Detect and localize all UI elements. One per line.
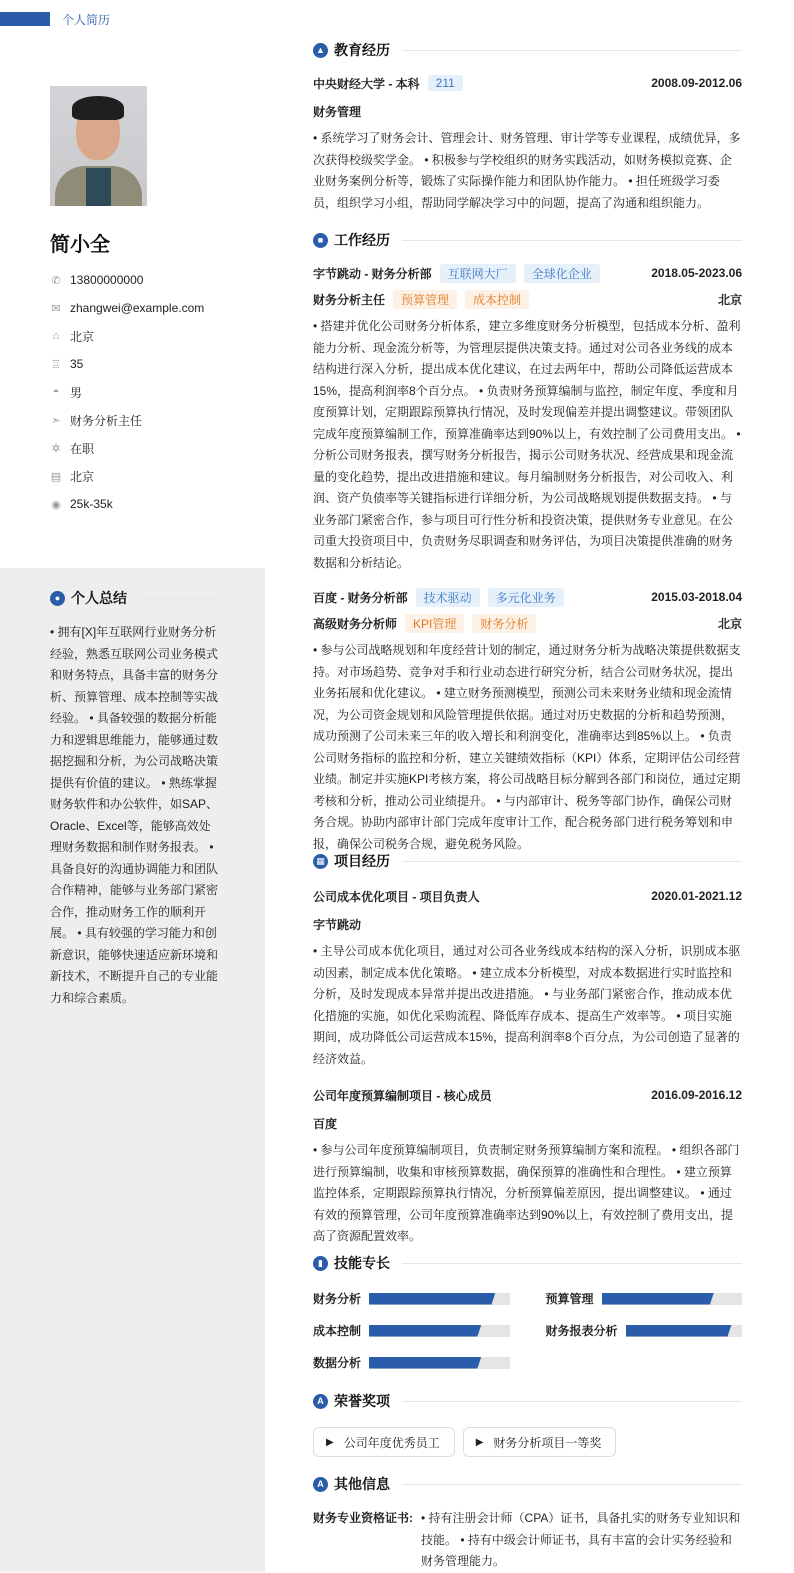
section-title: 技能专长 (334, 1255, 390, 1271)
company: 百度 - 财务分析部 (313, 590, 408, 605)
candidate-name: 简小全 (50, 234, 110, 256)
other-section (313, 1474, 742, 1573)
company-tag: 多元化业务 (488, 588, 564, 607)
chart-icon: ▮ (313, 1256, 328, 1271)
project-org: 百度 (313, 1116, 338, 1131)
job-city: 北京 (717, 292, 742, 307)
other-key: 财务专业资格证书: (313, 1511, 413, 1525)
info-row (50, 434, 204, 462)
school-tag: 211 (428, 75, 463, 91)
summary-text: • 拥有[X]年互联网行业财务分析经验，熟悉互联网公司业务模式和财务特点，具备丰富的财务分析、预算管理、成本控制等实战经验。 • 具备较强的数据分析能力和逻辑思维能力，能够通过数据挖掘和分析，为公司战略决策提供有价值的建议。 • 熟练掌握财务软件和办公软件，如SAP、Oracle、Excel等，能够高效处理财务数据和制作财务报表。 • 具备良好的沟通协调能力和团队合作精神，能够与业务部门紧密合作，推动财务工作的顺利开展。 • 具有较强的学习能力和创新意识，能够快速适应新环境和新技术，不断提升自己的专业能力和综合素质。 (50, 625, 219, 1005)
skills-grid (313, 1289, 742, 1372)
info-value: 男 (70, 385, 83, 400)
project-date: 2020.01-2021.12 (651, 889, 742, 903)
edu-date: 2008.09-2012.06 (651, 76, 742, 90)
home-icon: ⌂ (52, 330, 60, 342)
divider (402, 1484, 742, 1485)
phone-icon: ✆ (51, 274, 61, 287)
mail-icon: ✉ (51, 302, 61, 315)
project-description: • 主导公司成本优化项目，通过对公司各业务线成本结构的深入分析，识别成本驱动因素，制定成本优化策略。 • 建立成本分析模型，对成本数据进行实时监控和分析，及时发现成本异常并提出改进措施。 • 与业务部门紧密合作，推动成本优化措施的实施，如优化采购流程、降低库存成本、提高生产效率等。 • 项目实施期间，成功降低公司运营成本15%，提高利润率8个百分点，为公司创造了显著的经济效益。 (313, 944, 741, 1066)
info-value: 13800000000 (70, 273, 144, 287)
job-role: 高级财务分析师 (313, 616, 398, 631)
info-value: 北京 (70, 329, 95, 344)
award-item (313, 1427, 455, 1457)
summary-section (50, 588, 220, 1009)
school-name: 中央财经大学 - 本科 (313, 76, 420, 91)
contact-info (50, 266, 204, 518)
skill-tag: 预算管理 (393, 290, 457, 309)
send-icon: ➣ (51, 414, 61, 427)
info-row (50, 462, 204, 490)
job-description: • 参与公司战略规划和年度经营计划的制定，通过财务分析为战略决策提供数据支持。对市场趋势、竞争对手和行业动态进行研究分析，结合公司财务状况，提出业务拓展和优化建议。 • 建立财务预测模型，预测公司未来财务业绩和现金流情况，为公司资金规划和风险管理提供依据。通过对历史数据的分析和趋势预测，成功预测了公司未来三年的收入增长和利润变化，准确率达到85%以上。 • 负责公司财务指标的监控和分析，建立关键绩效指标（KPI）体系，定期评估公司经营业绩。制定并实施KPI考核方案，将公司战略目标分解到各部门和岗位，通过定期考核和分析，推动公司业绩提升。 • 与内部审计、税务等部门协作，确保公司财务合规。协助内部审计部门完成年度审计工作，配合税务部门进行税务筹划和申报，确保公司税务合规，避免税务风险。 (313, 643, 741, 851)
info-value: 在职 (70, 441, 95, 456)
info-value: zhangwei@example.com (70, 301, 205, 315)
salary-icon: ◉ (51, 498, 61, 511)
info-row (50, 490, 204, 518)
award-item (463, 1427, 617, 1457)
company: 字节跳动 - 财务分析部 (313, 266, 432, 281)
project-org: 字节跳动 (313, 917, 362, 932)
project-name: 公司成本优化项目 - 项目负责人 (313, 889, 480, 904)
company-tag: 技术驱动 (416, 588, 480, 607)
skill-name: 财务分析 (313, 1292, 362, 1306)
divider (402, 1263, 742, 1264)
section-title: 荣誉奖项 (334, 1393, 390, 1409)
project-name: 公司年度预算编制项目 - 核心成员 (313, 1088, 492, 1103)
company-tag: 全球化企业 (524, 264, 600, 283)
project-description: • 参与公司年度预算编制项目，负责制定财务预算编制方案和流程。 • 组织各部门进行预算编制，收集和审核预算数据，确保预算的准确性和合理性。 • 建立预算监控体系，定期跟踪预算执行情况，分析预算偏差原因，提出调整建议。 • 通过有效的预算管理，公司年度预算准确率达到90%以上，有效控制了费用支出，提高了资源配置效率。 (313, 1143, 740, 1243)
gender-icon: ◓ (52, 386, 60, 398)
major: 财务管理 (313, 104, 362, 119)
skill-name: 预算管理 (545, 1292, 594, 1306)
skill-bar (602, 1293, 742, 1305)
job-role: 财务分析主任 (313, 292, 386, 307)
info-icon: A (313, 1477, 328, 1492)
avatar-photo (50, 86, 147, 206)
skill-name: 成本控制 (313, 1324, 362, 1338)
info-row (50, 322, 204, 350)
info-value: 北京 (70, 469, 95, 484)
skill-bar-fill (369, 1293, 495, 1305)
header-title: 个人简历 (62, 13, 111, 27)
section-title: 个人总结 (71, 590, 127, 606)
skill-name: 数据分析 (313, 1356, 362, 1370)
job-item (313, 262, 742, 574)
user-icon: ● (50, 591, 65, 606)
skill-bar-fill (369, 1357, 481, 1369)
section-title: 项目经历 (334, 853, 390, 869)
info-row (50, 294, 204, 322)
cake-icon: ♖ (51, 358, 61, 371)
skill-item (313, 1353, 510, 1372)
project-item (313, 1084, 742, 1248)
divider (402, 1401, 742, 1402)
job-description: • 搭建并优化公司财务分析体系，建立多维度财务分析模型，包括成本分析、盈利能力分析、现金流分析等，为管理层提供决策支持。通过对公司各业务线的成本结构进行深入分析，提出成本优化建议，在过去两年中，帮助公司降低运营成本15%，提高利润率8个百分点。 • 负责财务预算编制与监控，制定年度、季度和月度预算计划，定期跟踪预算执行情况，及时发现偏差并提出调整建议。带领团队完成年度预算编制工作，预算准确率达到90%以上，有效控制了公司费用支出。 • 分析公司财务报表，撰写财务分析报告，揭示公司财务状况、经营成果和现金流量的变化趋势，提出改进措施和建议。每月编制财务分析报告，对公司收入、利润、资产负债率等关键指标进行详细分析，为公司战略规划提供数据支持。 • 与业务部门紧密合作，参与项目可行性分析和投资决策，提供财务专业意见。在公司重大投资项目中，负责财务尽职调查和财务评估，为项目决策提供准确的财务数据和分析结论。 (313, 319, 741, 570)
project-item (313, 885, 742, 1070)
projects-section (313, 851, 742, 1248)
divider (139, 598, 220, 599)
info-value: 25k-35k (70, 497, 113, 511)
skill-bar (369, 1293, 509, 1305)
divider (402, 50, 742, 51)
info-row (50, 378, 204, 406)
info-row (50, 350, 204, 378)
skill-bar (369, 1357, 509, 1369)
job-city: 北京 (717, 616, 742, 631)
grid-icon: ▦ (313, 854, 328, 869)
award-label: 公司年度优秀员工 (343, 1435, 440, 1450)
skill-tag: KPI管理 (405, 614, 464, 633)
skill-bar (369, 1325, 509, 1337)
building-icon: ▤ (50, 470, 62, 483)
skill-item (313, 1289, 510, 1308)
work-section (313, 230, 742, 855)
skill-tag: 财务分析 (472, 614, 536, 633)
divider (402, 861, 742, 862)
briefcase-icon: ■ (313, 233, 328, 248)
divider (402, 240, 742, 241)
job-date: 2018.05-2023.06 (651, 266, 742, 280)
skill-item (313, 1321, 510, 1340)
info-value: 财务分析主任 (70, 413, 143, 428)
info-row (50, 406, 204, 434)
honors-section (313, 1391, 742, 1457)
job-date: 2015.03-2018.04 (651, 590, 742, 604)
skill-bar-fill (369, 1325, 481, 1337)
section-title: 教育经历 (334, 42, 390, 58)
info-value: 35 (70, 357, 84, 371)
section-title: 工作经历 (334, 232, 390, 248)
job-item (313, 586, 742, 855)
skill-bar (626, 1325, 742, 1337)
skill-bar-fill (626, 1325, 732, 1337)
skill-item (546, 1289, 743, 1308)
sidebar (0, 0, 265, 1572)
skill-name: 财务报表分析 (545, 1324, 618, 1338)
award-icon: A (313, 1394, 328, 1409)
other-value: • 持有注册会计师（CPA）证书，具备扎实的财务专业知识和技能。 • 持有中级会计师证书，具有丰富的会计实务经验和财务管理能力。 (421, 1511, 741, 1568)
header-accent-bar (0, 12, 50, 26)
award-label: 财务分析项目一等奖 (493, 1435, 602, 1450)
play-icon: ▶ (475, 1436, 484, 1448)
project-date: 2016.09-2016.12 (651, 1088, 742, 1102)
skill-bar-fill (602, 1293, 714, 1305)
graduation-cap-icon: ▲ (313, 43, 328, 58)
status-icon: ✲ (51, 442, 61, 455)
company-tag: 互联网大厂 (440, 264, 516, 283)
skill-tag: 成本控制 (465, 290, 529, 309)
skills-section (313, 1253, 742, 1372)
info-row (50, 266, 204, 294)
section-title: 其他信息 (334, 1476, 390, 1492)
edu-description: • 系统学习了财务会计、管理会计、财务管理、审计学等专业课程，成绩优异，多次获得校级奖学金。 • 积极参与学校组织的财务实践活动，如财务模拟竞赛、企业财务案例分析等，锻炼了实际操作能力和团队协作能力。 • 担任班级学习委员，组织学习小组，帮助同学解决学习中的问题，提高了沟通和组织能力。 (313, 131, 741, 210)
play-icon: ▶ (326, 1436, 334, 1448)
skill-item (546, 1321, 743, 1340)
education-section (313, 40, 742, 214)
